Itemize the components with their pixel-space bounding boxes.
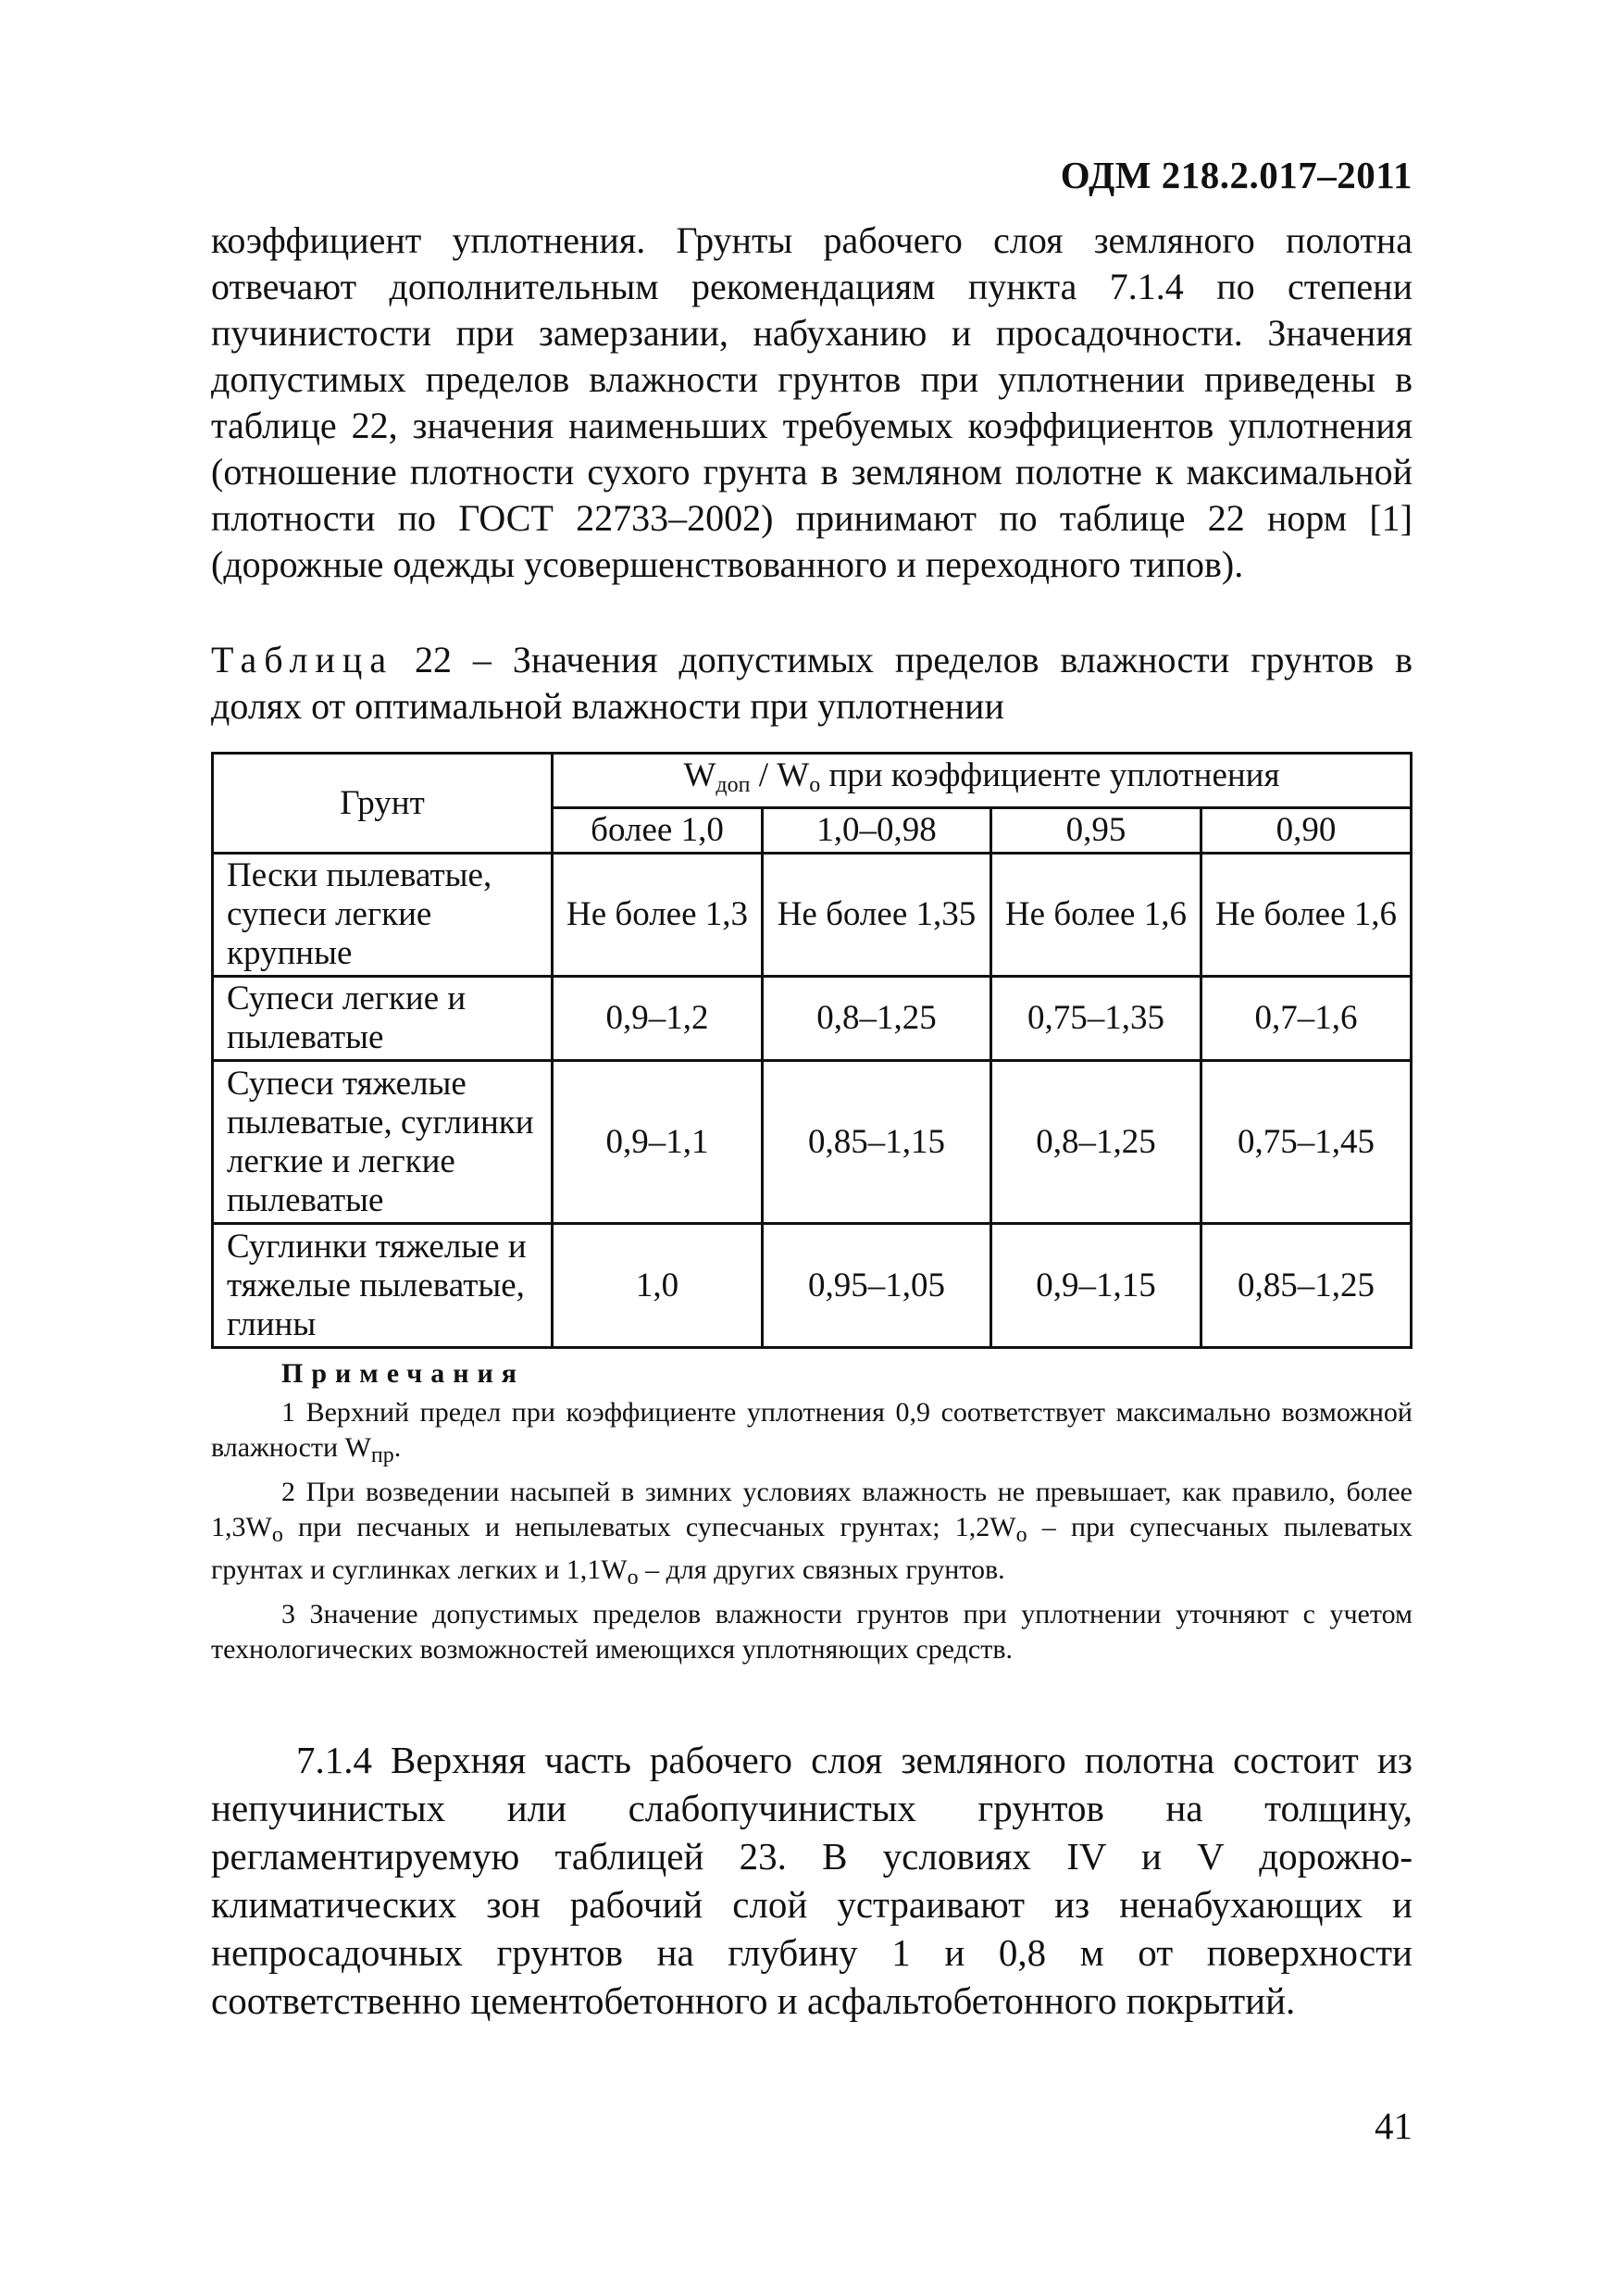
value-cell: Не более 1,3: [553, 854, 763, 977]
value-cell: Не более 1,6: [1201, 854, 1411, 977]
value-cell: 0,85–1,15: [763, 1061, 991, 1224]
section-paragraph-text: 7.1.4 Верхняя часть рабочего слоя земляного полотна состоит из непучинистых или слабопучинистых грунтов на толщину, регламентируемую таблицей 23. В условиях IV и V дорожно-климатических зон рабочий слой устраивают из ненабухающих и непросадочных грунтов на глубину 1 и 0,8 м от поверхности соответственно цементобетонного и асфальтобетонного покрытий.: [211, 1739, 1413, 2022]
column-header: 0,90: [1201, 808, 1411, 854]
note-3: 3 Значение допустимых пределов влажности грунтов при уплотнении уточняют с учетом технологических возможностей имеющихся уплотняющих средств.: [211, 1599, 1413, 1665]
value-cell: 0,9–1,1: [553, 1061, 763, 1224]
soil-cell: Супеси легкие и пылеватые: [213, 977, 553, 1061]
value-cell: 0,7–1,6: [1201, 977, 1411, 1061]
note-2-sub3: о: [627, 1566, 639, 1590]
table-header-row: [213, 754, 1412, 808]
intro-paragraph: коэффициент уплотнения. Грунты рабочего слоя земляного полотна отвечают дополнительным рекомендациям пункта 7.1.4 по степени пучинистости при замерзании, набуханию и просадочности. Значения допустимых пределов влажности грунтов при уплотнении приведены в таблице 22, значения наименьших требуемых коэффициентов уплотнения (отношение плотности сухого грунта в земляном полотне к максимальной плотности по ГОСТ 22733–2002) принимают по таблице 22 норм [1] (дорожные одежды усовершенствованного и переходного типов).: [211, 219, 1413, 585]
note-1-sub: пр: [370, 1443, 394, 1467]
notes-section: [211, 1356, 1413, 1669]
value-cell: 0,8–1,25: [763, 977, 991, 1061]
value-cell: 0,85–1,25: [1201, 1224, 1411, 1348]
section-paragraph: [211, 1736, 1413, 2025]
header-tail: при коэффициенте уплотнения: [820, 756, 1280, 794]
value-cell: 0,95–1,05: [763, 1224, 991, 1348]
value-cell: 0,75–1,45: [1201, 1061, 1411, 1224]
note-1: [211, 1395, 1413, 1473]
value-cell: 1,0: [553, 1224, 763, 1348]
note-2-d: – для других связных грунтов.: [638, 1554, 1005, 1585]
soil-cell: Пески пылеватые, супеси легкие крупные: [213, 854, 553, 977]
table-caption: [211, 637, 1413, 730]
moisture-limits-table: [211, 752, 1413, 1349]
table-row: [213, 854, 1412, 977]
table-caption-label: Таблица: [211, 639, 394, 680]
note-2-sub1: о: [271, 1523, 283, 1547]
note-1-end: .: [393, 1432, 402, 1463]
value-cell: 0,9–1,15: [990, 1224, 1201, 1348]
note-2-b: при песчаных и непылеватых супесчаных грунтах; 1,2W: [282, 1512, 1016, 1542]
value-cell: 0,9–1,2: [553, 977, 763, 1061]
header-sub-o: о: [809, 773, 821, 797]
notes-title: Примечания: [281, 1358, 526, 1389]
table-caption-text: 22 – Значения допустимых пределов влажности грунтов в долях от оптимальной влажности при уплотнении: [211, 639, 1413, 727]
column-header: 0,95: [990, 808, 1201, 854]
header-mid: / W: [750, 756, 810, 794]
note-2: [211, 1475, 1413, 1595]
value-cell: Не более 1,6: [990, 854, 1201, 977]
table-row: [213, 977, 1412, 1061]
table-row: [213, 1061, 1412, 1224]
header-group: [553, 754, 1412, 808]
note-1-text: 1 Верхний предел при коэффициенте уплотнения 0,9 соответствует максимально возможной влажности W: [211, 1397, 1413, 1463]
table-row: [213, 1224, 1412, 1348]
value-cell: Не более 1,35: [763, 854, 991, 977]
note-2-sub2: о: [1015, 1523, 1027, 1547]
note-2-c: – при супесчаных пылеватых грунтах и суглинках легких и 1,1W: [211, 1512, 1413, 1585]
soil-cell: Суглинки тяжелые и тяжелые пылеватые, глины: [213, 1224, 553, 1348]
column-header: 1,0–0,98: [763, 808, 991, 854]
header-w: W: [683, 756, 716, 794]
column-header: более 1,0: [553, 808, 763, 854]
document-id-header: ОДМ 218.2.017–2011: [1060, 154, 1413, 196]
value-cell: 0,75–1,35: [990, 977, 1201, 1061]
header-sub-dop: доп: [716, 773, 751, 797]
header-soil: Грунт: [213, 754, 553, 854]
page-number: 41: [1375, 2104, 1413, 2147]
value-cell: 0,8–1,25: [990, 1061, 1201, 1224]
note-2-a: 2 При возведении насыпей в зимних условиях влажность не превышает, как правило, более 1,3W: [211, 1477, 1413, 1542]
soil-cell: Супеси тяжелые пылеватые, суглинки легкие и легкие пылеватые: [213, 1061, 553, 1224]
